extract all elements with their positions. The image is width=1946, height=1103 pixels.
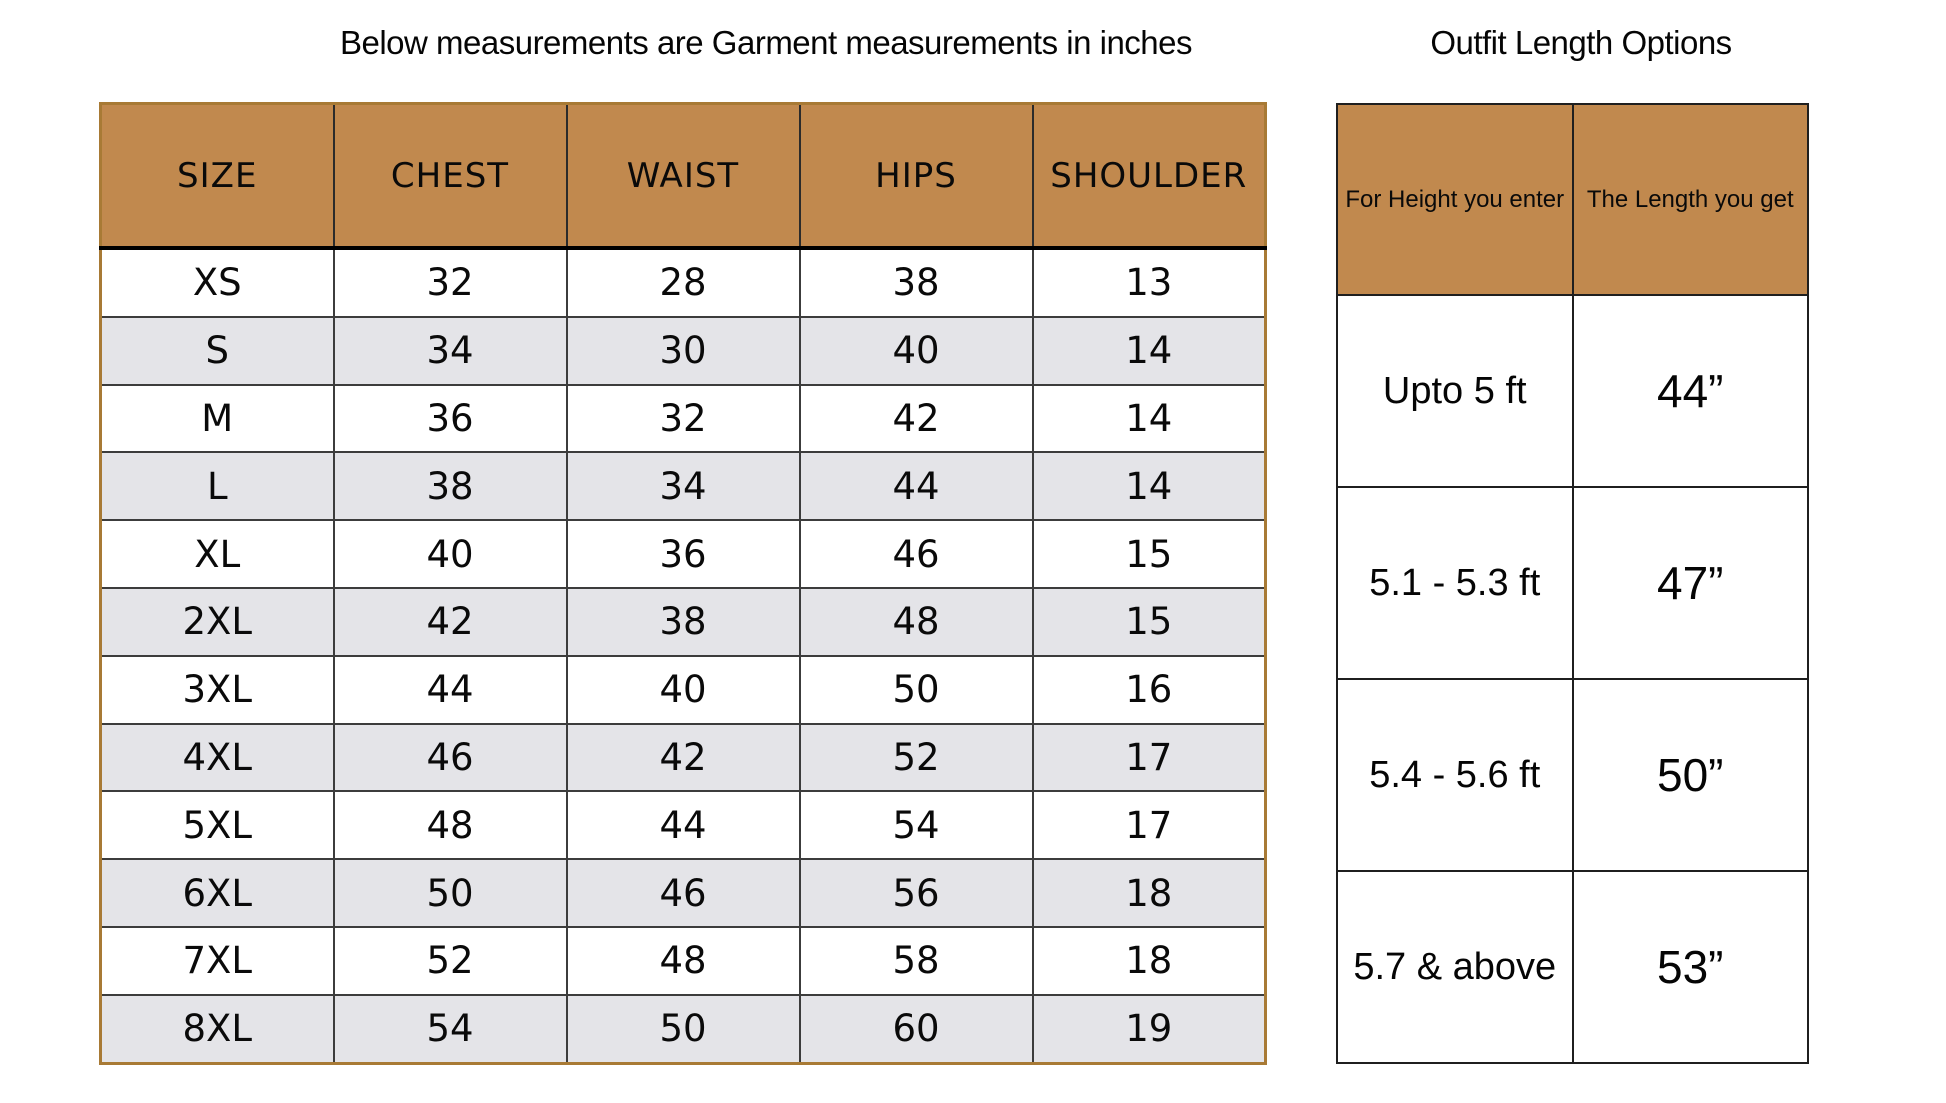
table-cell: 44 (334, 656, 567, 724)
column-header: WAIST (567, 104, 800, 249)
table-cell: 52 (800, 724, 1033, 792)
table-cell: 42 (567, 724, 800, 792)
table-cell: 60 (800, 995, 1033, 1063)
table-cell: 5XL (101, 791, 334, 859)
garment-size-table (99, 102, 1267, 1065)
table-cell: 15 (1033, 520, 1266, 588)
table-cell: 14 (1033, 385, 1266, 453)
table-cell: Upto 5 ft (1337, 295, 1573, 487)
table-row (1337, 295, 1808, 487)
length-table-header (1337, 104, 1808, 295)
column-header: HIPS (800, 104, 1033, 249)
size-table-header (101, 104, 1266, 249)
table-cell: 44 (567, 791, 800, 859)
table-cell: 46 (334, 724, 567, 792)
table-row (101, 724, 1266, 792)
table-cell: 16 (1033, 656, 1266, 724)
column-header: The Length you get (1573, 104, 1809, 295)
table-cell: 15 (1033, 588, 1266, 656)
table-cell: 47” (1573, 487, 1809, 679)
table-cell: 48 (567, 927, 800, 995)
table-cell: XS (101, 248, 334, 317)
table-cell: 46 (800, 520, 1033, 588)
table-cell: 38 (334, 452, 567, 520)
table-row (101, 385, 1266, 453)
table-cell: 56 (800, 859, 1033, 927)
garment-measurements-title: Below measurements are Garment measurements in inches (339, 24, 1193, 61)
table-cell: 36 (567, 520, 800, 588)
table-row (1337, 679, 1808, 871)
length-table-header-row (1337, 104, 1808, 295)
outfit-length-options-title: Outfit Length Options (1430, 24, 1732, 61)
table-cell: 54 (800, 791, 1033, 859)
table-cell: 38 (567, 588, 800, 656)
table-cell: 28 (567, 248, 800, 317)
table-cell: 42 (800, 385, 1033, 453)
table-cell: 48 (334, 791, 567, 859)
table-cell: M (101, 385, 334, 453)
table-cell: 34 (567, 452, 800, 520)
table-cell: 30 (567, 317, 800, 385)
table-cell: 4XL (101, 724, 334, 792)
table-cell: 40 (567, 656, 800, 724)
table-cell: L (101, 452, 334, 520)
table-cell: S (101, 317, 334, 385)
table-cell: 48 (800, 588, 1033, 656)
table-cell: 53” (1573, 871, 1809, 1063)
column-header: For Height you enter (1337, 104, 1573, 295)
table-cell: 54 (334, 995, 567, 1063)
table-cell: 42 (334, 588, 567, 656)
table-cell: 50 (334, 859, 567, 927)
table-cell: 40 (800, 317, 1033, 385)
table-row (101, 859, 1266, 927)
table-row (1337, 871, 1808, 1063)
column-header: SHOULDER (1033, 104, 1266, 249)
table-cell: 14 (1033, 317, 1266, 385)
table-cell: 6XL (101, 859, 334, 927)
table-cell: 19 (1033, 995, 1266, 1063)
table-row (101, 520, 1266, 588)
table-cell: 44 (800, 452, 1033, 520)
table-cell: 32 (334, 248, 567, 317)
table-row (101, 588, 1266, 656)
table-cell: 50” (1573, 679, 1809, 871)
table-cell: 50 (567, 995, 800, 1063)
table-row (101, 656, 1266, 724)
table-cell: XL (101, 520, 334, 588)
length-table-body (1337, 295, 1808, 1063)
table-row (101, 317, 1266, 385)
table-cell: 52 (334, 927, 567, 995)
table-row (1337, 487, 1808, 679)
table-cell: 5.7 & above (1337, 871, 1573, 1063)
table-cell: 38 (800, 248, 1033, 317)
table-cell: 34 (334, 317, 567, 385)
table-cell: 8XL (101, 995, 334, 1063)
table-row (101, 927, 1266, 995)
table-cell: 3XL (101, 656, 334, 724)
table-cell: 7XL (101, 927, 334, 995)
table-cell: 50 (800, 656, 1033, 724)
table-cell: 36 (334, 385, 567, 453)
column-header: SIZE (101, 104, 334, 249)
table-row (101, 452, 1266, 520)
size-table-header-row (101, 104, 1266, 249)
size-table-body (101, 248, 1266, 1063)
table-cell: 18 (1033, 927, 1266, 995)
table-row (101, 248, 1266, 317)
table-row (101, 995, 1266, 1063)
table-cell: 18 (1033, 859, 1266, 927)
table-cell: 44” (1573, 295, 1809, 487)
table-cell: 2XL (101, 588, 334, 656)
table-cell: 5.1 - 5.3 ft (1337, 487, 1573, 679)
table-cell: 32 (567, 385, 800, 453)
table-cell: 46 (567, 859, 800, 927)
outfit-length-table (1336, 103, 1809, 1064)
table-row (101, 791, 1266, 859)
column-header: CHEST (334, 104, 567, 249)
table-cell: 58 (800, 927, 1033, 995)
table-cell: 17 (1033, 791, 1266, 859)
table-cell: 40 (334, 520, 567, 588)
table-cell: 13 (1033, 248, 1266, 317)
table-cell: 5.4 - 5.6 ft (1337, 679, 1573, 871)
table-cell: 14 (1033, 452, 1266, 520)
table-cell: 17 (1033, 724, 1266, 792)
